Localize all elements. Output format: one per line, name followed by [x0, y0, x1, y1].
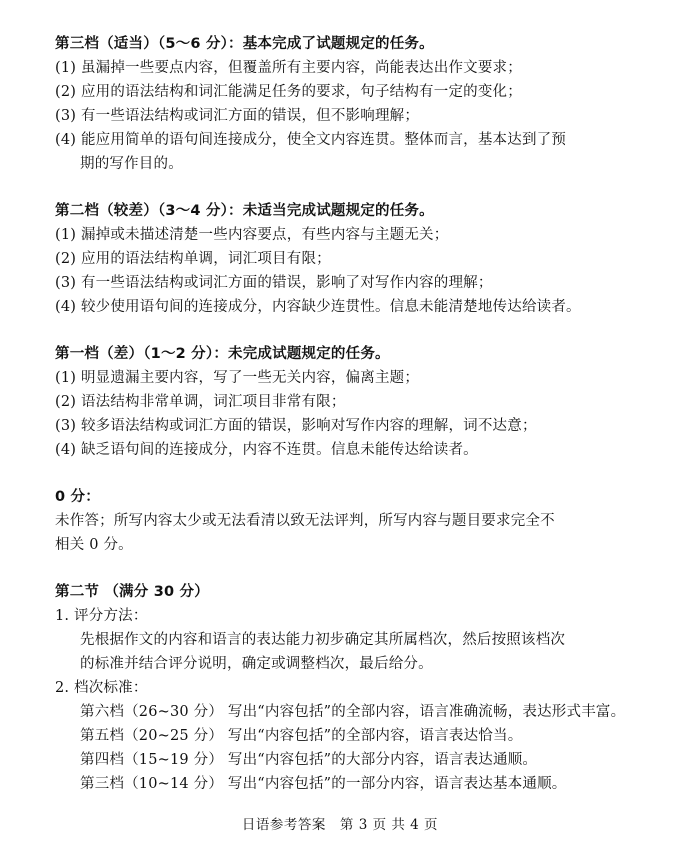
grade2-heading: 第二档（较差）（3～4 分）：未适当完成试题规定的任务。: [55, 203, 434, 219]
grade1-heading: 第一档（差）（1～2 分）：未完成试题规定的任务。: [55, 346, 390, 362]
grade1-item-4: (4) 缺乏语句间的连接成分，内容不连贯。信息未能传达给读者。: [55, 442, 478, 458]
grade1-item-3: (3) 较多语法结构或词汇方面的错误，影响对写作内容的理解，词不达意；: [55, 418, 537, 434]
grade2-item-4: (4) 较少使用语句间的连接成分，内容缺少连贯性。信息未能清楚地传达给读者。: [55, 299, 581, 315]
grade-standard-label: 2. 档次标准：: [55, 680, 148, 696]
zero-line-1: 未作答；所写内容太少或无法看清以致无法评判，所写内容与题目要求完全不: [55, 513, 555, 529]
standard-grade3: 第三档（10~14 分） 写出“内容包括”的一部分内容，语言表达基本通顺。: [80, 776, 567, 792]
scoring-method-line-2: 的标准并结合评分说明，确定或调整档次，最后给分。: [80, 656, 433, 672]
grade2-item-2: (2) 应用的语法结构单调，词汇项目有限；: [55, 251, 331, 267]
section2-heading: 第二节 （满分 30 分）: [55, 584, 209, 600]
grade1-item-1: (1) 明显遗漏主要内容，写了一些无关内容，偏离主题；: [55, 370, 420, 386]
scoring-method-line-1: 先根据作文的内容和语言的表达能力初步确定其所属档次，然后按照该档次: [80, 632, 566, 648]
grade1-item-2: (2) 语法结构非常单调，词汇项目非常有限；: [55, 394, 346, 410]
grade3-item-3: (3) 有一些语法结构或词汇方面的错误，但不影响理解；: [55, 108, 420, 124]
scoring-method-label: 1. 评分方法：: [55, 608, 148, 624]
standard-grade5: 第五档（20~25 分） 写出“内容包括”的全部内容，语言表达恰当。: [80, 728, 523, 744]
grade3-heading: 第三档（适当）（5～6 分）：基本完成了试题规定的任务。: [55, 36, 434, 52]
grade2-item-3: (3) 有一些语法结构或词汇方面的错误，影响了对写作内容的理解；: [55, 275, 493, 291]
zero-heading: 0 分：: [55, 489, 100, 505]
grade3-item-4-cont: 期的写作目的。: [80, 156, 183, 172]
page-footer: 日语参考答案 第 3 页 共 4 页: [241, 817, 439, 833]
grade3-item-2: (2) 应用的语法结构和词汇能满足任务的要求，句子结构有一定的变化；: [55, 84, 522, 100]
standard-grade6: 第六档（26~30 分） 写出“内容包括”的全部内容，语言准确流畅，表达形式丰富。: [80, 704, 626, 720]
zero-line-2: 相关 0 分。: [55, 537, 133, 553]
grade3-item-1: (1) 虽漏掉一些要点内容，但覆盖所有主要内容，尚能表达出作文要求；: [55, 60, 522, 76]
grade3-item-4: (4) 能应用简单的语句间连接成分，使全文内容连贯。整体而言，基本达到了预: [55, 132, 567, 148]
grade2-item-1: (1) 漏掉或未描述清楚一些内容要点，有些内容与主题无关；: [55, 227, 449, 243]
standard-grade4: 第四档（15~19 分） 写出“内容包括”的大部分内容，语言表达通顺。: [80, 752, 538, 768]
